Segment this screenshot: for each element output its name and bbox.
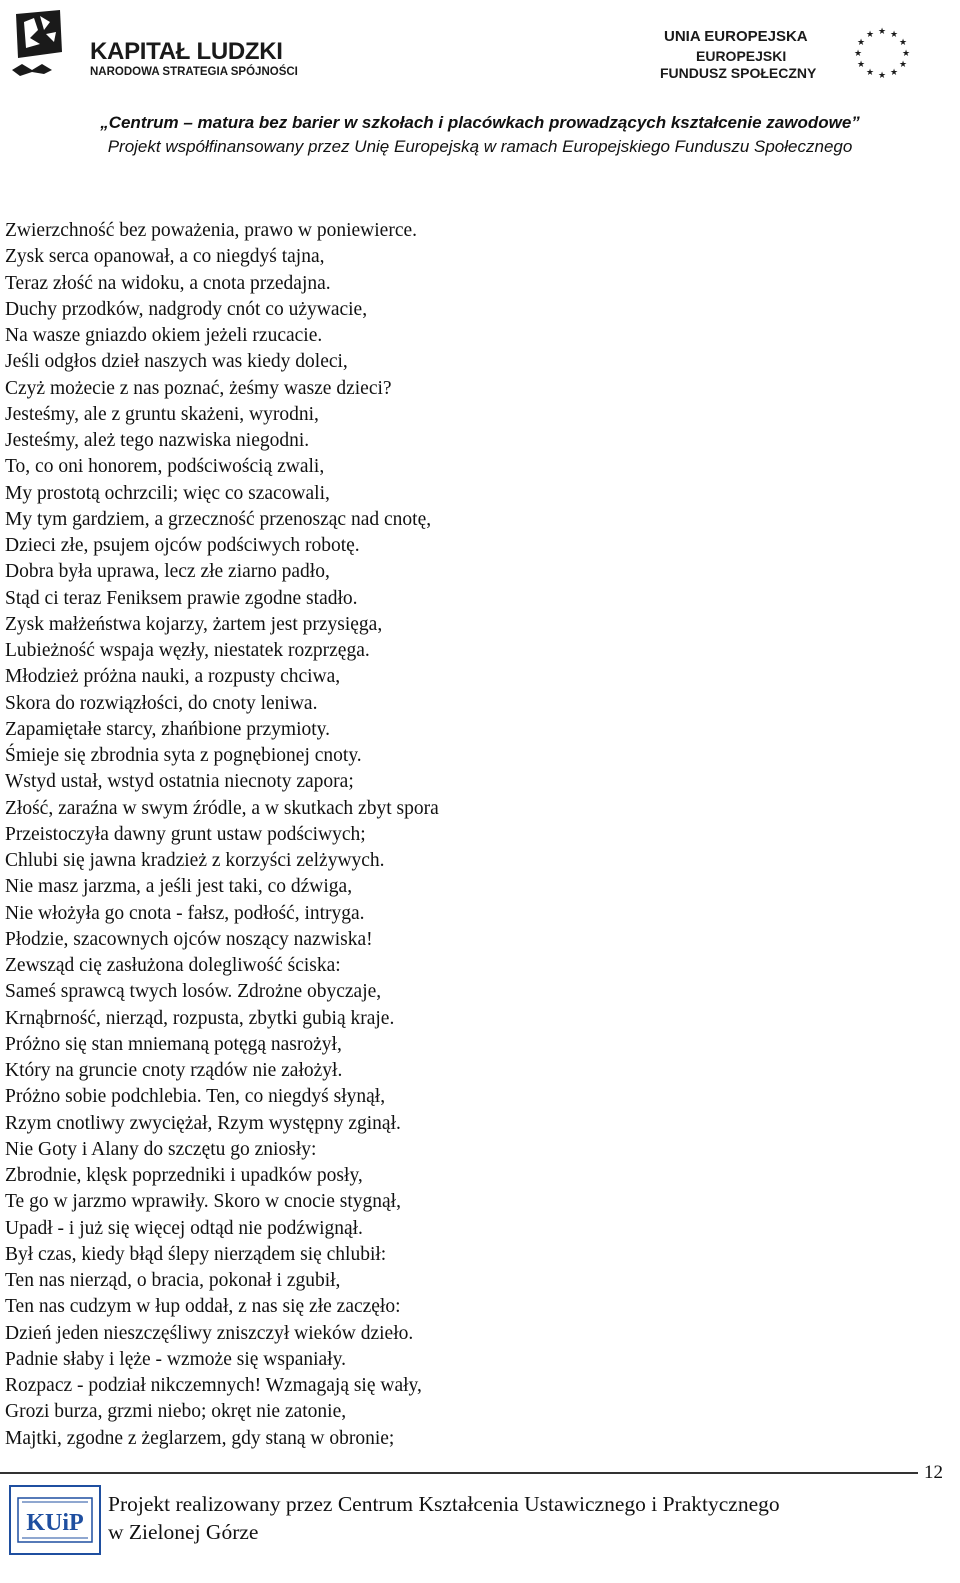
- poem-line: Zysk małżeństwa kojarzy, żartem jest przysięga,: [5, 613, 383, 635]
- poem-line: Zapamiętałe starcy, zhańbione przymioty.: [5, 718, 331, 740]
- poem-line: Zewsząd cię zasłużona dolegliwość ściska:: [5, 955, 341, 976]
- footer-divider: [0, 1472, 918, 1474]
- svg-text:★: ★: [901, 49, 911, 59]
- svg-text:★: ★: [856, 38, 866, 48]
- svg-text:★: ★: [865, 30, 875, 40]
- poem-line: Próżno sobie podchlebia. Ten, co niegdyś słynął,: [5, 1086, 386, 1108]
- poem-line: Lubieżność wspaja węzły, niestatek rozprzęga.: [5, 640, 370, 661]
- poem-line: Duchy przodków, nadgrody cnót co używacie,: [5, 298, 368, 320]
- poem-line: Płodzie, szacownych ojców noszący nazwiska!: [5, 928, 373, 950]
- poem-line: Nie włożyła go cnota - fałsz, podłość, intryga.: [5, 902, 365, 924]
- poem-line: Dzieci złe, psujem ojców podściwych robotę.: [5, 535, 360, 556]
- poem-line: Majtki, zgodne z żeglarzem, gdy staną w obronie;: [5, 1427, 395, 1449]
- poem-line: Teraz złość na widoku, a cnota przedajna.: [5, 272, 331, 294]
- poem-line: Zwierzchność bez poważenia, prawo w poniewierce.: [5, 220, 418, 241]
- poem-line: Chlubi się jawna kradzież z korzyści zelżywych.: [5, 850, 385, 871]
- page-header: [0, 0, 960, 165]
- svg-text:★: ★: [877, 27, 887, 37]
- poem-line: My tym gardziem, a grzeczność przenosząc nad cnotę,: [5, 508, 432, 530]
- poem-line: Wstyd ustał, wstyd ostatnia niecnoty zapora;: [5, 771, 354, 793]
- poem-line: To, co oni honorem, podściwością zwali,: [5, 456, 325, 478]
- eu-stars-flag-icon: [842, 26, 922, 84]
- poem-line: Sameś sprawcą twych losów. Zdrożne obyczaje,: [5, 981, 382, 1003]
- poem-line: Zysk serca opanował, a co niegdyś tajna,: [5, 246, 325, 268]
- page-number: 12: [924, 1462, 943, 1483]
- poem-line: Grozi burza, grzmi niebo; okręt nie zatonie,: [5, 1401, 347, 1423]
- poem-line: Te go w jarzmo wprawiły. Skoro w cnocie stygnął,: [5, 1191, 401, 1213]
- program-title: „Centrum – matura bez barier w szkołach i placówkach prowadzących kształcenie zawodowe”: [100, 113, 860, 132]
- poem-line: Młodzież próżna nauki, a rozpusty chciwa,: [5, 666, 341, 688]
- svg-text:★: ★: [889, 30, 899, 40]
- poem-line: Jesteśmy, ależ tego nazwiska niegodni.: [5, 430, 310, 451]
- poem-line: Skora do rozwiązłości, do cnoty leniwa.: [5, 692, 318, 714]
- kapital-ludzki-subtitle: NARODOWA STRATEGIA SPÓJNOŚCI: [90, 66, 298, 78]
- poem-line: Dzień jeden nieszczęśliwy zniszczył wieków dzieło.: [5, 1322, 414, 1344]
- poem-line: Był czas, kiedy błąd ślepy nierządem się chlubił:: [5, 1243, 387, 1265]
- svg-text:★: ★: [877, 71, 887, 81]
- poem-line: Rzym cnotliwy zwyciężał, Rzym występny zginął.: [5, 1112, 401, 1134]
- poem-line: Krnąbrność, nierząd, rozpusta, zbytki gubią kraje.: [5, 1007, 395, 1029]
- footer-text-line-2: w Zielonej Górze: [108, 1520, 259, 1544]
- svg-text:★: ★: [898, 38, 908, 48]
- poem-line: Jeśli odgłos dzieł naszych was kiedy doleci,: [5, 351, 348, 373]
- poem-line: Rozpacz - podział nikczemnych! Wzmagają się wały,: [5, 1375, 422, 1396]
- eu-logo-line-1: UNIA EUROPEJSKA: [664, 28, 808, 45]
- poem-line: Ten nas cudzym w łup oddał, z nas się złe zaczęło:: [5, 1296, 401, 1318]
- kuip-logo: [8, 1484, 102, 1556]
- svg-text:★: ★: [898, 60, 908, 70]
- poem-line: Czyż możecie z nas poznać, żeśmy wasze dzieci?: [5, 377, 392, 399]
- svg-text:★: ★: [856, 60, 866, 70]
- poem-line: Upadł - i już się więcej odtąd nie podźwignął.: [5, 1217, 363, 1239]
- svg-text:★: ★: [865, 68, 875, 78]
- kapital-ludzki-emblem-icon: [10, 8, 80, 88]
- poem-line: Nie masz jarzma, a jeśli jest taki, co dźwiga,: [5, 876, 353, 898]
- poem-line: Padnie słaby i lęże - wzmoże się wspaniały.: [5, 1348, 346, 1370]
- footer-text-line-1: Projekt realizowany przez Centrum Kształcenia Ustawicznego i Praktycznego: [108, 1492, 780, 1516]
- poem-text: [5, 218, 565, 1452]
- poem-line: Próżno się stan mniemaną potęgą nasrożył,: [5, 1033, 342, 1055]
- poem-line: Który na gruncie cnoty rządów nie założył.: [5, 1060, 343, 1081]
- eu-logo-line-2: EUROPEJSKI: [696, 48, 787, 64]
- poem-line: Śmieje się zbrodnia syta z pognębionej cnoty.: [5, 745, 362, 766]
- poem-line: Złość, zaraźna w swym źródle, a w skutkach zbyt spora: [5, 797, 439, 819]
- kuip-logo-text: KUiP: [26, 1510, 84, 1536]
- poem-line: Nie Goty i Alany do szczętu go zniosły:: [5, 1138, 317, 1160]
- svg-text:★: ★: [853, 49, 863, 59]
- poem-line: My prostotą ochrzcili; więc co szacowali,: [5, 482, 330, 504]
- poem-line: Zbrodnie, klęsk poprzedniki i upadków posły,: [5, 1165, 363, 1186]
- eu-logo-line-3: FUNDUSZ SPOŁECZNY: [660, 65, 817, 81]
- program-subtitle: Projekt współfinansowany przez Unię Europejską w ramach Europejskiego Funduszu Społecznego: [107, 137, 853, 156]
- poem-line: Przeistoczyła dawny grunt ustaw podściwych;: [5, 823, 366, 845]
- poem-line: Ten nas nierząd, o bracia, pokonał i zgubił,: [5, 1270, 341, 1291]
- poem-line: Na wasze gniazdo okiem jeżeli rzucacie.: [5, 325, 323, 346]
- eu-logo: [656, 22, 946, 84]
- poem-line: Jesteśmy, ale z gruntu skażeni, wyrodni,: [5, 403, 319, 425]
- poem-line: Stąd ci teraz Feniksem prawie zgodne stadło.: [5, 587, 358, 609]
- kapital-ludzki-logo: [10, 8, 300, 88]
- svg-text:★: ★: [889, 68, 899, 78]
- kapital-ludzki-title: KAPITAŁ LUDZKI: [90, 38, 283, 65]
- poem-line: Dobra była uprawa, lecz złe ziarno padło,: [5, 561, 330, 583]
